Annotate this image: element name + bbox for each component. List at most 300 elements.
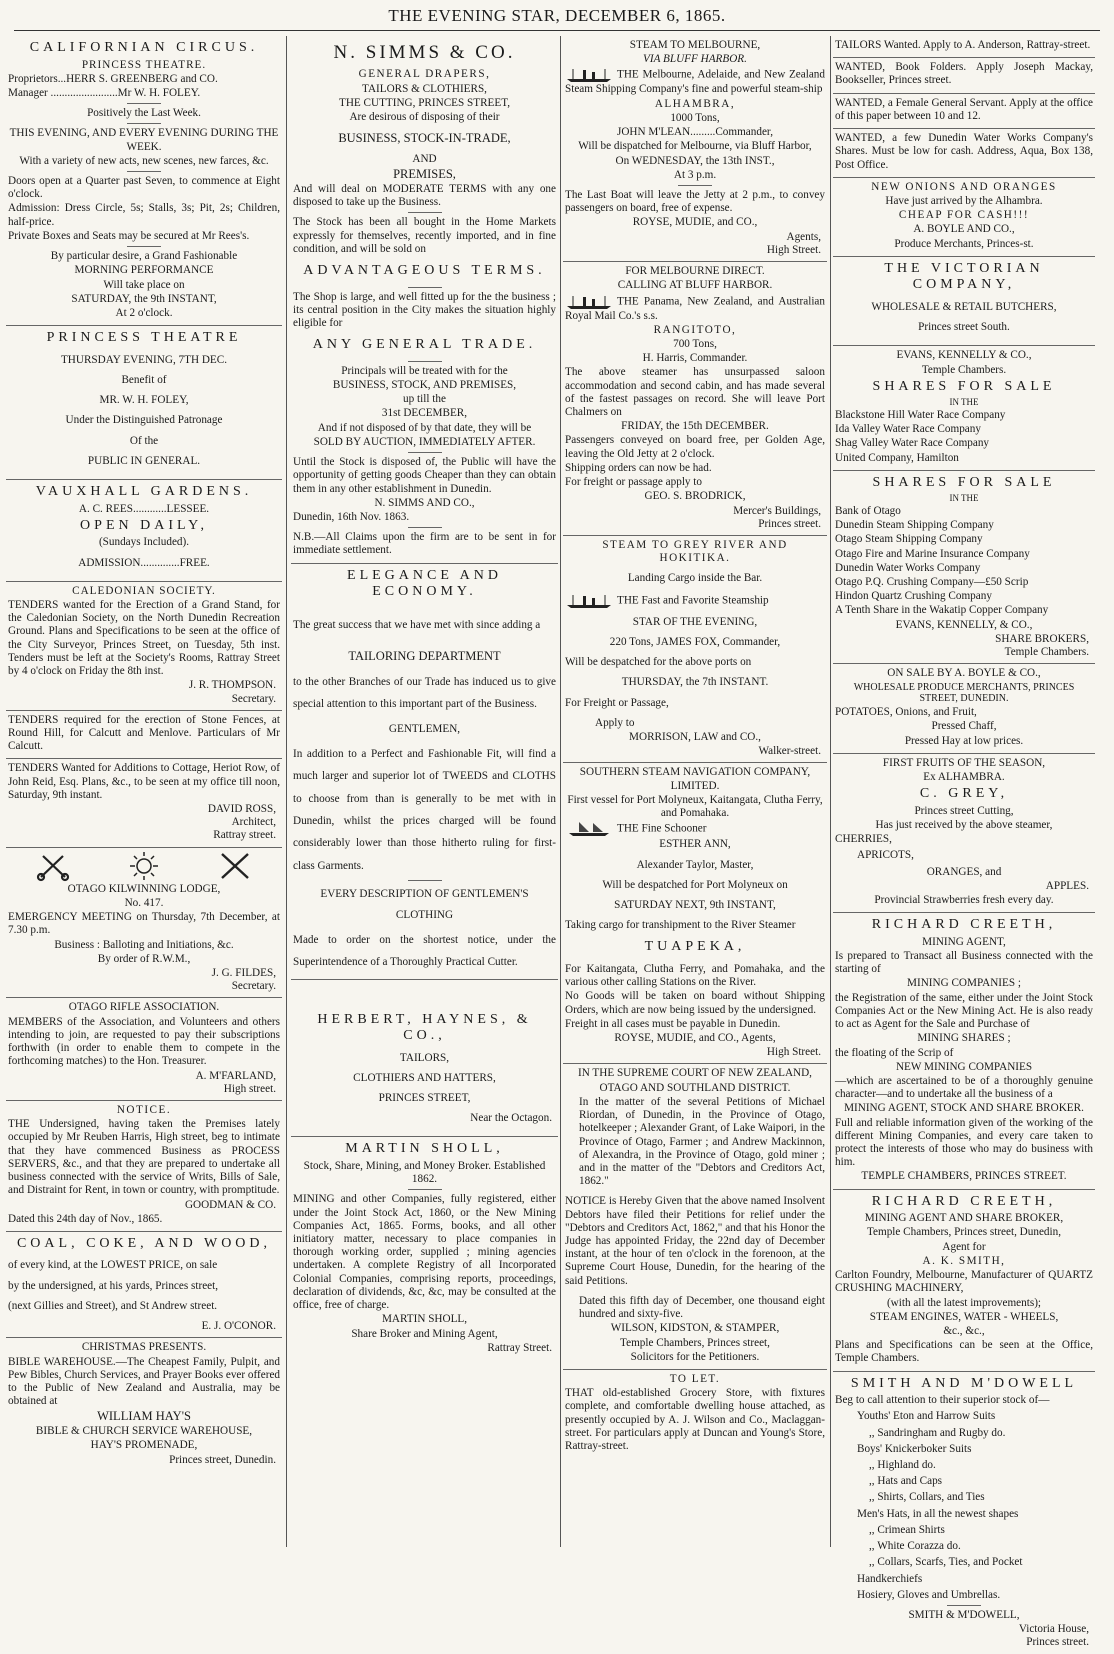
doors-line: Doors open at a Quarter past Seven, to commence at Eight o'clock. (8, 175, 280, 201)
date-line: THURSDAY, the 7th INSTANT. (621, 676, 769, 689)
signature-role: Architect, (231, 816, 276, 829)
tonnage: 700 Tons, (673, 337, 717, 350)
shares-list (835, 505, 1093, 618)
steamship-icon (565, 593, 613, 609)
boyle-ad (833, 664, 1095, 753)
caption-line: MINING COMPANIES ; (907, 977, 1021, 990)
list-item: ,, Sandringham and Rugby do. (869, 1426, 1006, 1439)
victorian-ad (833, 257, 1095, 346)
grey-river-ad (563, 536, 827, 763)
header-line: EVANS, KENNELLY & CO., (896, 349, 1032, 362)
dispatch-line: Will be despatched for Port Molyneux on (602, 878, 788, 891)
signature: EVANS, KENNELLY, & CO., (895, 618, 1033, 631)
masthead: THE EVENING STAR, DECEMBER 6, 1865. (388, 6, 726, 25)
sholl-ad (291, 1137, 558, 1359)
list-item: A Tenth Share in the Wakatip Copper Company (835, 604, 1049, 617)
fruits-ad (833, 754, 1095, 913)
ad-body: The above steamer has unsurpassed saloon accommodation and second cabin, and has made several of the fastest passages on record. She will leave Port Chalmers on (565, 366, 825, 419)
ad-title: ON SALE BY A. BOYLE & CO., (887, 667, 1041, 680)
headline: GENTLEMEN, (388, 722, 461, 735)
column-rule (830, 36, 831, 1547)
headline: CLOTHING (395, 908, 454, 921)
signature-address: Walker-street. (758, 745, 821, 758)
dated-line: Dunedin, 16th Nov. 1863. (293, 510, 410, 523)
address-line: Princes street Cutting, (914, 804, 1014, 817)
list-item: ,, Crimean Shirts (869, 1523, 945, 1536)
ad-body: THE Melbourne, Adelaide, and New Zealand Steam Shipping Company's fine and powerful steam-ship (565, 69, 825, 96)
ad-title: STEAM TO GREY RIVER AND HOKITIKA. (602, 539, 788, 565)
list-item: Men's Hats, in all the newest shapes (857, 1507, 1019, 1520)
list-item: Handkerchiefs (857, 1572, 923, 1585)
shares-ad-2 (833, 471, 1095, 665)
list-item: Dunedin Water Works Company (835, 561, 981, 574)
signature-address: High Street. (766, 243, 821, 256)
ship-name: TUAPEKA, (644, 939, 746, 955)
melbourne-ad (563, 36, 827, 262)
ad-body: Principals will be treated with for the (341, 364, 508, 377)
venue: PRINCESS THEATRE. (81, 58, 207, 71)
creeth-line: A. K. SMITH, (922, 1254, 1006, 1267)
servant-wanted-ad (833, 94, 1095, 129)
lessee-line: A. C. REES............LESSEE. (78, 502, 210, 515)
performance-line: MORNING PERFORMANCE (74, 264, 214, 277)
short-rule (127, 123, 161, 124)
steamship-icon (565, 67, 613, 83)
open-line: OPEN DAILY, (80, 517, 208, 533)
in-the: IN THE (949, 397, 979, 408)
steamship-icon (565, 294, 613, 310)
fruit-item: CHERRIES, (835, 833, 892, 846)
ad-body: Is prepared to Transact all Business connected with the starting of (835, 949, 1093, 976)
ad-body: SOLD BY AUCTION, IMMEDIATELY AFTER. (313, 435, 536, 448)
column-rule (286, 36, 287, 1547)
patronage-line: Under the Distinguished Patronage (65, 414, 223, 427)
ad-body: For freight or passage apply to (565, 476, 703, 489)
evening-line: THIS EVENING, AND EVERY EVENING DURING THE WEEK. (9, 127, 279, 153)
dispatch-line: Will be dispatched for Melbourne, via Bluff Harbor, (578, 140, 812, 153)
business-line: Business : Balloting and Initiations, &c. (54, 938, 234, 951)
short-rule (408, 527, 442, 528)
ad-body: Made to order on the shortest notice, under the Superintendence of a Thoroughly Practical Cutter. (293, 933, 556, 969)
signature-building: Temple Chambers, Princes street, (620, 1336, 770, 1349)
ad-body: In addition to a Perfect and Fashionable Fit, will find a much larger and superior lot of TWEEDS and CLOTHS to choose from than is generally to be met with in Dunedin, whilst the prices charged will be found considerably lower than those hitherto ruling for first-class Garments. (293, 747, 556, 872)
dated-line: Dated this 24th day of Nov., 1865. (8, 1212, 163, 1225)
ad-body: THAT old-established Grocery Store, with fixtures complete, and comfortable dwelling house attached, as presently occupied by A. J. Wilson and Co., Maclaggan-street. For particulars apply at Duncan and Young's Store, Rattray-street. (565, 1387, 825, 1453)
signature: ROYSE, MUDIE, and CO., Agents, (614, 1031, 776, 1044)
vauxhall-ad (6, 480, 282, 582)
subtitle: MINING AGENT, (922, 935, 1006, 948)
sundays-line: (Sundays Included). (98, 536, 190, 549)
boyle-line: Pressed Chaff, (931, 720, 997, 733)
elegance-ad (291, 564, 558, 980)
ad-body: The great success that we have met with since adding a (293, 618, 541, 631)
tailors-wanted-ad (833, 36, 1095, 58)
herbert-ad (291, 980, 558, 1138)
list-item: Blackstone Hill Water Race Company (835, 408, 1006, 421)
herbert-line: PRINCES STREET, (378, 1092, 471, 1104)
master-line: Alexander Taylor, Master, (636, 858, 754, 871)
short-rule (408, 880, 442, 881)
ad-body: Beg to call attention to their superior stock of— (835, 1394, 1050, 1407)
ad-body: the floating of the Scrip of (835, 1046, 954, 1059)
ad-body: THE Fine Schooner (617, 822, 707, 835)
promenade-line: HAY'S PROMENADE, (90, 1439, 198, 1452)
conjunction: AND (412, 153, 437, 166)
victorian-line: WHOLESALE & RETAIL BUTCHERS, (871, 300, 1057, 313)
subtitle: Ex ALHAMBRA. (923, 770, 1005, 783)
ad-body: For Kaitangata, Clutha Ferry, and Pomahaka, and the various other calling Stations on the River. (565, 962, 825, 989)
stock-list (835, 1410, 1093, 1602)
ad-body: Freight in all cases must be payable in Dunedin. (565, 1017, 781, 1030)
melbourne-direct-ad (563, 262, 827, 536)
signature: DAVID ROSS, (207, 803, 276, 816)
ad-body: THE Fast and Favorite Steamship (617, 594, 769, 607)
ad-body: TENDERS Wanted for Additions to Cottage, Heriot Row, of John Reid, Esq. Plans, &c., to be seen at my office till noon, Saturday, 9th instant. (8, 762, 280, 801)
ad-body: BUSINESS, STOCK, AND PREMISES, (332, 379, 517, 391)
signature: MARTIN SHOLL, (381, 1313, 468, 1326)
signature-address: Temple Chambers. (1004, 646, 1089, 659)
creeth-line: Agent for (942, 1240, 986, 1253)
ad-body: NOTICE is Hereby Given that the above named Insolvent Debtors have filed their Petitions for relief under the "Debtors and Creditors Act, 1862," and that his Honor the Judge has appointed Friday, the 22nd day of December instant, at the hour of ten o'clock in the forenoon, at the Supreme Court House, Dunedin, for the hearing of the said Petitions. (565, 1195, 825, 1287)
ad-body: TENDERS wanted for the Erection of a Grand Stand, for the Caledonian Society, on the North Dunedin Recreation Ground. Plans and Specifications to be seen at the office of the City Surveyor, Princes Street, on Tuesday, 5th inst. Tenders must be left at the Society's Rooms, Rattray Street by 4 o'clock on Friday the 8th inst. (8, 598, 280, 678)
caption-line: MINING SHARES ; (917, 1032, 1011, 1045)
ad-body: Until the Stock is disposed of, the Public will have the opportunity of getting goods Cheaper than they can obtain them in any other establishment in Dunedin. (293, 456, 556, 495)
boyle-line: Pressed Hay at low prices. (904, 734, 1024, 747)
list-item: ,, Collars, Scarfs, Ties, and Pocket (869, 1556, 1023, 1569)
ad-body: MINING and other Companies, fully registered, either under the Joint Stock Act, 1860, or the New Mining Companies Act, 1865. Forms, books, and all other initiatory matter, necessary to place companies in thorough working order, supplied ; mining agencies undertaken. A complete Registry of all Incorporated Colonial Companies, comprising reports, proceedings, declaration of dividends, &c, &c, may be consulted at the office, free of charge. (293, 1193, 556, 1312)
signature: A. BOYLE AND CO., (913, 223, 1015, 236)
ad-body: —which are ascertained to be of a thoroughly genuine character—and to undertake all the business of a (835, 1074, 1093, 1101)
signature: J. G. FILDES, (211, 967, 276, 979)
fruits-line: Provincial Strawberries fresh every day. (874, 894, 1054, 907)
headline: ADVANTAGEOUS TERMS. (303, 263, 546, 279)
rifle-ad (6, 998, 282, 1101)
to-let-ad (563, 1370, 827, 1458)
desire-line: By particular desire, a Grand Fashionable (50, 250, 238, 263)
order-line: By order of R.W.M., (97, 952, 191, 965)
circus-ad (6, 36, 282, 326)
tender-fences-ad (6, 711, 282, 760)
ad-title: RICHARD CREETH, (871, 1193, 1057, 1209)
ad-body: In the matter of the several Petitions of Michael Riordan, of Dunedin, in the Province of Otago, hotelkeeper ; Alexander Grant, of Lake Waipori, in the Province of Otago, Farmer ; and Andrew Mackinnon, of Alexandra, in the Province of Otago, gold miner ; and in the matter of the "Debtors and Creditors Act, 1862." (579, 1095, 825, 1188)
ad-title: SHARES FOR SALE (872, 378, 1056, 394)
creeth-ad-2 (833, 1190, 1095, 1372)
signature: ROYSE, MUDIE, and CO., (632, 216, 758, 229)
list-item: Bank of Otago (835, 504, 901, 517)
boyle-line: POTATOES, Onions, and Fruit, (835, 706, 977, 719)
ad-body: MEMBERS of the Association, and Volunteers and others intending to join, are requested to pay their subscriptions forthwith (in order to enable them to compete in the forthcoming matches) to the Hon. Treasurer. (8, 1015, 280, 1068)
masthead-rule (14, 30, 1100, 31)
ad-title: ELEGANCE AND ECONOMY. (347, 567, 502, 600)
theatre-ad (6, 326, 282, 480)
herbert-line: TAILORS, (399, 1051, 450, 1064)
column-2 (291, 36, 558, 1547)
ad-body: No Goods will be taken on board without Shipping Orders, which are now being issued by the undersigned. (565, 990, 825, 1016)
subtitle: THE CUTTING, PRINCES STREET, (338, 96, 511, 109)
ad-title: IN THE SUPREME COURT OF NEW ZEALAND, (578, 1067, 812, 1080)
creeth-line: Temple Chambers, Princes street, Dunedin, (866, 1226, 1062, 1239)
signature: GEO. S. BRODRICK, (644, 490, 746, 503)
ad-body: The Stock has been all bought in the Home Markets expressly for themselves, recently imported, and in fine condition, and will be sold on (293, 216, 556, 255)
ad-title: CALIFORNIAN CIRCUS. (29, 40, 259, 55)
dated-line: Dated this fifth day of December, one thousand eight hundred and sixty-five. (579, 1294, 825, 1321)
list-item: Youths' Eton and Harrow Suits (857, 1410, 996, 1423)
ad-body: TENDERS required for the erection of Stone Fences, at Round Hill, for Calcutt and Menlove. Particulars of Mr Calcutt. (8, 713, 280, 753)
date-line: On WEDNESDAY, the 13th INST., (615, 154, 775, 167)
ship-name: RANGITOTO, (653, 323, 737, 336)
signature-role: Produce Merchants, Princes-st. (894, 237, 1034, 250)
ad-title: SHARES FOR SALE (872, 474, 1056, 490)
herbert-address: Near the Octagon. (470, 1112, 552, 1125)
ad-body: EMERGENCY MEETING on Thursday, 7th December, at 7.30 p.m. (8, 911, 280, 937)
header-line: Temple Chambers. (921, 363, 1007, 376)
folders-wanted-ad (833, 58, 1095, 93)
admission-line: Admission: Dress Circle, 5s; Stalls, 3s; Pit, 2s; Children, half-price. (8, 202, 280, 228)
caledonian-ad (6, 582, 282, 711)
signature: WILSON, KIDSTON, & STAMPER, (610, 1322, 780, 1335)
lodge-ad (6, 848, 282, 999)
ad-title: RICHARD CREETH, (871, 917, 1057, 933)
nb-line: N.B.—All Claims upon the firm are to be sent in for immediate settlement. (293, 531, 556, 557)
subtitle: First vessel for Port Molyneux, Kaitangata, Clutha Ferry, and Pomahaka. (567, 793, 823, 820)
name-line: WILLIAM HAY'S (97, 1409, 191, 1424)
boxes-line: Private Boxes and Seats may be secured at Mr Rees's. (8, 229, 250, 242)
ad-body: THE Panama, New Zealand, and Australian Royal Mail Co.'s s.s. (565, 295, 825, 322)
ship-name: ALHAMBRA, (654, 97, 736, 110)
fruits-line: Has just received by the above steamer, (875, 818, 1053, 831)
benefit-line: Benefit of (121, 373, 167, 386)
short-rule (408, 361, 442, 362)
ship-name: STAR OF THE EVENING, (632, 615, 758, 628)
in-the: IN THE (949, 493, 979, 504)
list-item: Hindon Quartz Crushing Company (835, 590, 992, 603)
ad-title: N. SIMMS & CO. (333, 42, 516, 63)
creeth-line: &c., &c., (943, 1324, 985, 1337)
short-rule (947, 1605, 981, 1606)
signature-address: High Street. (766, 1046, 821, 1059)
smith-ad (833, 1372, 1095, 1654)
caption-line: NEW MINING COMPANIES (895, 1060, 1033, 1073)
masonic-emblems (8, 850, 280, 882)
list-item: ,, Hats and Caps (869, 1475, 943, 1488)
caption-line: MINING AGENT, STOCK AND SHARE BROKER. (844, 1102, 1084, 1115)
date-line: SATURDAY NEXT, 9th INSTANT, (614, 898, 776, 911)
signature-role: Secretary. (231, 692, 276, 705)
subtitle: Stock, Share, Mining, and Money Broker. Established 1862. (303, 1159, 546, 1186)
ad-title: CALEDONIAN SOCIETY. (72, 584, 216, 597)
ad-body: 31st DECEMBER, (381, 407, 468, 420)
signature: GOODMAN & CO. (184, 1198, 276, 1211)
list-item: Otago Steam Shipping Company (835, 533, 983, 546)
christmas-ad (6, 1338, 282, 1471)
signature: SMITH & M'DOWELL, (908, 1608, 1020, 1621)
ad-title: SMITH AND M'DOWELL (850, 1375, 1078, 1391)
ad-title: THE VICTORIAN COMPANY, (884, 260, 1044, 293)
ad-title: FOR MELBOURNE DIRECT. (625, 265, 765, 278)
ad-body: WANTED, a Female General Servant. Apply at the office of this paper between 10 and 12. (835, 96, 1093, 122)
manager: Manager ........................Mr W. H. FOLEY. (8, 86, 201, 99)
ad-title: HERBERT, HAYNES, & CO., (317, 1011, 532, 1044)
list-item: Dunedin Steam Shipping Company (835, 519, 994, 532)
merchant-name: C. GREY, (919, 786, 1009, 802)
date-line: SATURDAY, the 9th INSTANT, (71, 292, 217, 305)
signature: E. J. O'CONOR. (201, 1320, 276, 1333)
list-item: Shag Valley Water Race Company (835, 437, 990, 450)
ad-body: TAILORS Wanted. Apply to A. Anderson, Rattray-street. (835, 39, 1091, 51)
crossed-swords-icon (218, 851, 252, 881)
public-line: PUBLIC IN GENERAL. (87, 454, 201, 467)
list-item: Hosiery, Gloves and Umbrellas. (857, 1588, 1001, 1601)
list-item: ,, Shirts, Collars, and Ties (869, 1491, 985, 1504)
ad-body: THE Undersigned, having taken the Premises lately occupied by Mr Reuben Harris, High street, beg to intimate that they have commenced Business as PROCESS SERVERS, &c., and that they are prepared to undertake all business connected with the service of Writs, Bills of Sale, and Distraint for Rent, in town or country, with promptitude. (8, 1118, 280, 1197)
ad-title: NEW ONIONS AND ORANGES (871, 180, 1057, 193)
ad-body: Taking cargo for transhipment to the River Steamer (565, 919, 796, 932)
ad-body: Full and reliable information given of the working of the different Mining Companies, and every care taken to protect the interests of those who may do business with him. (835, 1116, 1093, 1169)
signature-role: Secretary. (231, 980, 276, 993)
list-item: Otago Fire and Marine Insurance Company (835, 547, 1030, 560)
column-4 (833, 36, 1095, 1649)
fruit-item: ORANGES, and (926, 865, 1002, 878)
ad-title: OTAGO KILWINNING LODGE, (67, 882, 221, 895)
signature-address: Rattray street. (213, 829, 276, 842)
signature-building: Mercer's Buildings, (733, 504, 821, 517)
subtitle: Landing Cargo inside the Bar. (627, 572, 763, 585)
short-rule (408, 1189, 442, 1190)
column-1 (6, 36, 282, 1547)
ad-title: FIRST FRUITS OF THE SEASON, (882, 756, 1046, 769)
signature-address: Princes street. (758, 517, 821, 530)
dispatch-line: Will be despatched for the above ports on (565, 656, 752, 669)
tonnage: 220 Tons, JAMES FOX, Commander, (609, 635, 781, 648)
lodge-number: No. 417. (124, 896, 164, 909)
time-line: At 2 o'clock. (115, 307, 173, 320)
notice-ad (6, 1101, 282, 1232)
ad-title: VAUXHALL GARDENS. (35, 484, 253, 500)
signature: N. SIMMS AND CO., (374, 496, 475, 509)
address-line: TEMPLE CHAMBERS, PRINCES STREET. (861, 1170, 1067, 1183)
subtitle: Are desirous of disposing of their (349, 111, 500, 124)
ad-title: COAL, COKE, AND WOOD, (16, 1235, 272, 1251)
ad-body: The Last Boat will leave the Jetty at 2 p.m., to convey passengers on board, free of expense. (565, 188, 825, 215)
subtitle: VIA BLUFF HARBOR. (643, 53, 747, 66)
short-rule (408, 452, 442, 453)
name-line: MR. W. H. FOLEY, (99, 394, 189, 407)
time-line: At 3 p.m. (673, 168, 717, 181)
list-item: Otago P.Q. Crushing Company—£50 Scrip (835, 575, 1029, 588)
ad-body: WANTED, Book Folders. Apply Joseph Mackay, Bookseller, Princes street. (835, 61, 1093, 87)
coal-ad (6, 1232, 282, 1338)
place-line: Will take place on (103, 278, 185, 291)
creeth-line: Plans and Specifications can be seen at the Office, Temple Chambers. (835, 1339, 1093, 1365)
signature-role: Solicitors for the Petitioners. (630, 1350, 760, 1363)
headline: EVERY DESCRIPTION OF GENTLEMEN'S (320, 888, 529, 901)
creeth-line: MINING AGENT AND SHARE BROKER, (864, 1212, 1064, 1225)
subtitle: TAILORS & CLOTHIERS, (362, 82, 487, 95)
tonnage: 1000 Tons, (670, 111, 720, 124)
ad-body: up till the (403, 393, 446, 406)
list-item: Boys' Knickerboker Suits (857, 1442, 972, 1455)
subtitle: OTAGO AND SOUTHLAND DISTRICT. (599, 1081, 791, 1094)
fruit-item: APPLES. (1045, 879, 1089, 892)
simms-ad (291, 36, 558, 564)
ad-body: the Registration of the same, either under the Joint Stock Companies Act or the New Mining Act. He is also ready to act as Agent for the Sale and Purchase of (835, 991, 1093, 1031)
ship-name: ESTHER ANN, (659, 838, 731, 851)
short-rule (127, 246, 161, 247)
headline: ANY GENERAL TRADE. (312, 337, 537, 353)
admission-line: ADMISSION..............FREE. (78, 556, 210, 569)
ad-body: Shipping orders can now be had. (565, 461, 712, 474)
tender-cottage-ad (6, 759, 282, 847)
creeth-line: STEAM ENGINES, WATER - WHEELS, (869, 1310, 1059, 1323)
creeth-line: (with all the latest improvements); (886, 1296, 1042, 1309)
column-3 (563, 36, 827, 1547)
schooner-icon (565, 821, 613, 837)
ad-body: to the other Branches of our Trade has induced us to give special attention to this important part of the Business. (293, 675, 556, 711)
notice-line: Positively the Last Week. (87, 107, 201, 120)
subtitle: CALLING AT BLUFF HARBOR. (617, 279, 773, 292)
date-line: FRIDAY, the 15th DECEMBER. (621, 420, 769, 433)
ad-body: And if not disposed of by that date, they will be (317, 421, 532, 434)
southern-steam-ad (563, 763, 827, 1064)
ad-title: STEAM TO MELBOURNE, (629, 39, 761, 51)
list-item: ,, White Corazza do. (869, 1540, 961, 1553)
ad-title: OTAGO RIFLE ASSOCIATION. (68, 1001, 220, 1014)
signature-role: Agents, (786, 230, 821, 243)
signature-address: High street. (223, 1082, 276, 1095)
signature: MORRISON, LAW and CO., (629, 730, 761, 743)
short-rule (408, 287, 442, 288)
acts-line: With a variety of new acts, new scenes, new farces, &c. (19, 154, 269, 167)
ad-body: And will deal on MODERATE TERMS with any one disposed to take up the Business. (293, 183, 556, 209)
commander: JOHN M'LEAN.........Commander, (616, 126, 773, 139)
coal-line: by the undersigned, at his yards, Princes street, (8, 1279, 219, 1292)
onions-line: Have just arrived by the Alhambra. (885, 194, 1043, 207)
creeth-line: Carlton Foundry, Melbourne, Manufacturer of QUARTZ CRUSHING MACHINERY, (835, 1269, 1093, 1295)
boyle-line: WHOLESALE PRODUCE MERCHANTS, PRINCES STREET, DUNEDIN. (853, 681, 1075, 705)
date-line: THURSDAY EVENING, 7TH DEC. (60, 353, 228, 366)
ad-title: NOTICE. (116, 1103, 172, 1116)
ad-title: TO LET. (669, 1373, 721, 1386)
ad-body: WANTED, a few Dunedin Water Works Company's Shares. Must be low for cash. Address, Aqua, Box 138, Post Office. (835, 132, 1093, 171)
ad-body: BIBLE WAREHOUSE.—The Cheapest Family, Pulpit, and Pew Bibles, Church Services, and Prayer Books ever offered to the Public of New Zealand and Australia, may be obtained at (8, 1355, 280, 1408)
subtitle: GENERAL DRAPERS, (358, 68, 491, 81)
signature: A. M'FARLAND, (195, 1069, 276, 1082)
onions-line: CHEAP FOR CASH!!! (898, 209, 1030, 222)
ad-title: SOUTHERN STEAM NAVIGATION COMPANY, LIMITED. (579, 766, 811, 792)
short-rule (127, 171, 161, 172)
signature-role: SHARE BROKERS, (995, 632, 1089, 645)
list-item: Ida Valley Water Race Company (835, 423, 981, 436)
herbert-line: CLOTHIERS AND HATTERS, (353, 1071, 496, 1084)
apply-line: Apply to (595, 716, 635, 729)
address-line: Princes street, Dunedin. (169, 1453, 276, 1466)
headline: PREMISES, (393, 167, 456, 182)
shares-list (835, 409, 1093, 465)
of-line: Of the (129, 434, 159, 447)
short-rule (408, 212, 442, 213)
fruit-item: APRICOTS, (857, 849, 914, 862)
crossed-keys-icon (36, 851, 70, 881)
signature-role: Share Broker and Mining Agent, (351, 1327, 498, 1340)
ad-title: PRINCESS THEATRE (46, 330, 242, 346)
signature-building: Victoria House, (1018, 1623, 1089, 1636)
headline: BUSINESS, STOCK-IN-TRADE, (338, 131, 511, 146)
water-shares-ad (833, 129, 1095, 178)
list-item: United Company, Hamilton (835, 451, 959, 464)
headline: TAILORING DEPARTMENT (348, 649, 501, 664)
ad-title: MARTIN SHOLL, (345, 1141, 504, 1157)
sun-face-icon (127, 851, 161, 881)
